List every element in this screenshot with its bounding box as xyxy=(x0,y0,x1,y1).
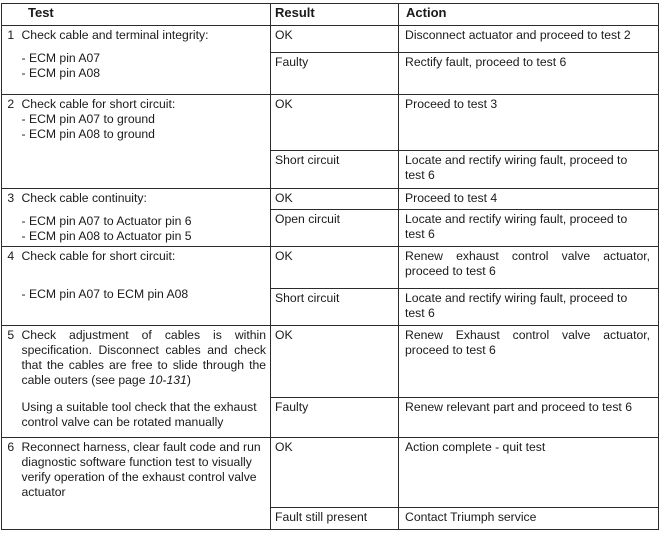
result-cell: OK xyxy=(271,326,399,398)
action-text: Renew Exhaust control valve actuator, proceed to test 6 xyxy=(405,328,651,357)
action-cell: Locate and rectify wiring fault, proceed to test 6 xyxy=(399,289,659,326)
test-description xyxy=(20,438,271,530)
diagnostic-test-table xyxy=(1,3,659,530)
action-cell: Proceed to test 4 xyxy=(399,189,659,210)
action-cell xyxy=(399,326,659,398)
test-description xyxy=(20,95,271,189)
action-cell: Rectify fault, proceed to test 6 xyxy=(399,53,659,95)
test-line: Check cable for short circuit: xyxy=(21,249,176,263)
result-cell: Short circuit xyxy=(271,151,399,189)
result-cell: Faulty xyxy=(271,53,399,95)
test-line: Check cable and terminal integrity: xyxy=(21,28,209,42)
header-result: Result xyxy=(271,4,399,26)
page-reference: 10-131 xyxy=(148,373,187,387)
result-cell: Short circuit xyxy=(271,289,399,326)
test-line: Check cable for short circuit: xyxy=(21,97,176,111)
table-row xyxy=(2,438,659,508)
test-text: ) xyxy=(186,373,191,387)
action-cell: Disconnect actuator and proceed to test 2 xyxy=(399,26,659,53)
result-cell: Open circuit xyxy=(271,209,399,246)
test-description xyxy=(20,189,271,247)
header-action: Action xyxy=(399,4,659,26)
test-description xyxy=(20,398,271,438)
test-line: - ECM pin A07 to ECM pin A08 xyxy=(21,287,189,301)
action-cell: Action complete - quit test xyxy=(399,438,659,508)
test-description xyxy=(20,247,271,326)
action-text: Renew exhaust control valve actuator, proceed to test 6 xyxy=(405,249,651,278)
test-line: Reconnect harness, clear fault code and run diagnostic software function test to visually verify operation of the exhaust control valve actuator xyxy=(21,440,261,499)
table-row xyxy=(2,247,659,289)
test-line: - ECM pin A08 to ground xyxy=(21,127,155,141)
test-line: - ECM pin A07 to ground xyxy=(21,112,155,126)
test-number: 3 xyxy=(2,189,20,247)
test-number: 6 xyxy=(2,438,20,530)
table-row xyxy=(2,398,659,438)
action-cell: Proceed to test 3 xyxy=(399,95,659,151)
table-row xyxy=(2,326,659,398)
test-line: - ECM pin A07 to Actuator pin 6 xyxy=(21,214,192,228)
action-cell: Locate and rectify wiring fault, proceed to test 6 xyxy=(399,151,659,189)
action-cell: Renew relevant part and proceed to test 6 xyxy=(399,398,659,438)
table-row xyxy=(2,95,659,151)
test-line: - ECM pin A07 xyxy=(21,51,101,65)
action-cell xyxy=(399,247,659,289)
table-row xyxy=(2,26,659,53)
result-cell: OK xyxy=(271,95,399,151)
test-number: 1 xyxy=(2,26,20,95)
test-number: 4 xyxy=(2,247,20,326)
table-header-row xyxy=(2,4,659,26)
result-cell: OK xyxy=(271,189,399,210)
header-test: Test xyxy=(2,4,271,26)
test-line: - ECM pin A08 xyxy=(21,66,101,80)
test-description xyxy=(20,26,271,95)
action-cell: Locate and rectify wiring fault, proceed to test 6 xyxy=(399,209,659,246)
test-text: Check adjustment of cables is within specification. Disconnect cables and check that the cables are free to slide through the cable outers (see page xyxy=(21,328,267,387)
result-cell: OK xyxy=(271,438,399,508)
result-cell: Faulty xyxy=(271,398,399,438)
test-number: 5 xyxy=(2,326,20,438)
test-line: - ECM pin A08 to Actuator pin 5 xyxy=(21,229,192,243)
test-paragraph xyxy=(22,328,267,388)
test-description xyxy=(20,326,271,398)
test-paragraph: Using a suitable tool check that the exhaust control valve can be rotated manually xyxy=(21,399,257,429)
result-cell: Fault still present xyxy=(271,508,399,530)
test-line: Check cable continuity: xyxy=(21,191,147,205)
action-cell: Contact Triumph service xyxy=(399,508,659,530)
test-number: 2 xyxy=(2,95,20,189)
result-cell: OK xyxy=(271,247,399,289)
result-cell: OK xyxy=(271,26,399,53)
table-row xyxy=(2,189,659,210)
